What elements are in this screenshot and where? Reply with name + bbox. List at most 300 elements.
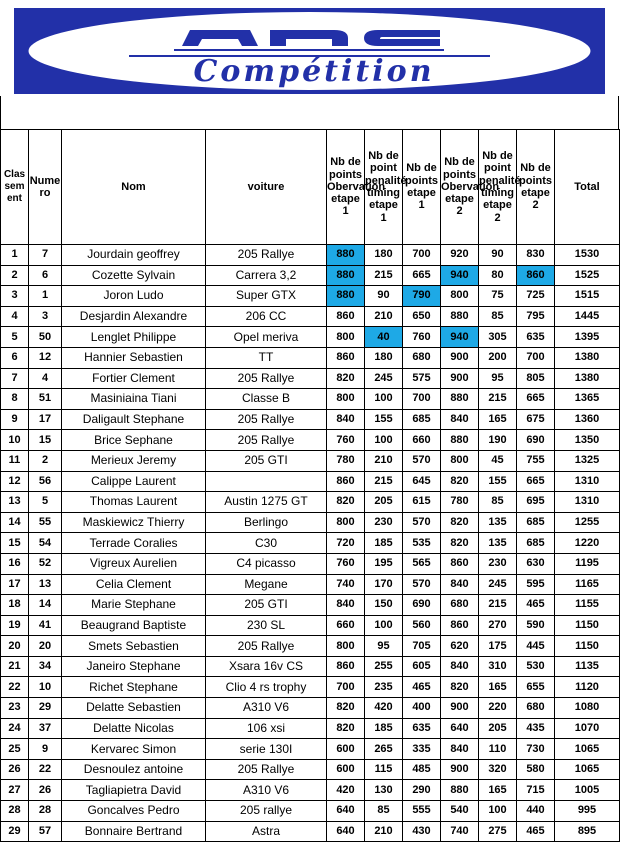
header-spacer-row [0, 96, 619, 129]
cell-points-stage2: 685 [517, 512, 555, 533]
cell-total: 1310 [555, 492, 620, 513]
cell-rank: 10 [1, 430, 29, 451]
cell-obs-stage2: 800 [441, 450, 479, 471]
cell-car: 205 rallye [206, 801, 327, 822]
cell-number: 34 [29, 656, 62, 677]
cell-car: Berlingo [206, 512, 327, 533]
cell-car: 205 Rallye [206, 636, 327, 657]
cell-obs-stage1: 600 [327, 759, 365, 780]
cell-total: 1120 [555, 677, 620, 698]
cell-number: 22 [29, 759, 62, 780]
cell-obs-stage2: 900 [441, 759, 479, 780]
cell-obs-stage1: 880 [327, 265, 365, 286]
cell-obs-stage1: 860 [327, 306, 365, 327]
cell-penalty-stage1: 210 [365, 306, 403, 327]
cell-car: Xsara 16v CS [206, 656, 327, 677]
cell-name: Calippe Laurent [62, 471, 206, 492]
cell-car: 206 CC [206, 306, 327, 327]
cell-obs-stage1: 800 [327, 636, 365, 657]
table-row [1, 327, 620, 348]
cell-car: C30 [206, 533, 327, 554]
table-row [1, 286, 620, 307]
cell-name: Delatte Nicolas [62, 718, 206, 739]
cell-penalty-stage1: 130 [365, 780, 403, 801]
cell-obs-stage1: 640 [327, 821, 365, 842]
cell-penalty-stage2: 75 [479, 286, 517, 307]
cell-rank: 23 [1, 698, 29, 719]
cell-car: 205 Rallye [206, 368, 327, 389]
cell-penalty-stage2: 165 [479, 677, 517, 698]
cell-rank: 29 [1, 821, 29, 842]
cell-penalty-stage1: 255 [365, 656, 403, 677]
table-row [1, 739, 620, 760]
cell-penalty-stage1: 90 [365, 286, 403, 307]
cell-penalty-stage2: 205 [479, 718, 517, 739]
cell-points-stage2: 595 [517, 574, 555, 595]
cell-points-stage1: 760 [403, 327, 441, 348]
cell-obs-stage2: 920 [441, 245, 479, 266]
cell-points-stage2: 665 [517, 471, 555, 492]
cell-rank: 20 [1, 636, 29, 657]
cell-car: 205 Rallye [206, 245, 327, 266]
table-row [1, 615, 620, 636]
cell-obs-stage1: 820 [327, 492, 365, 513]
cell-rank: 3 [1, 286, 29, 307]
cell-name: Janeiro Stephane [62, 656, 206, 677]
cell-points-stage2: 440 [517, 801, 555, 822]
cell-number: 54 [29, 533, 62, 554]
cell-rank: 2 [1, 265, 29, 286]
cell-penalty-stage1: 185 [365, 718, 403, 739]
cell-penalty-stage1: 115 [365, 759, 403, 780]
cell-total: 1080 [555, 698, 620, 719]
cell-penalty-stage1: 85 [365, 801, 403, 822]
cell-number: 56 [29, 471, 62, 492]
cell-total: 1445 [555, 306, 620, 327]
cell-penalty-stage1: 100 [365, 615, 403, 636]
cell-number: 5 [29, 492, 62, 513]
cell-penalty-stage1: 265 [365, 739, 403, 760]
cell-total: 1195 [555, 553, 620, 574]
cell-rank: 13 [1, 492, 29, 513]
cell-points-stage2: 655 [517, 677, 555, 698]
cell-total: 1530 [555, 245, 620, 266]
header-name: Nom [62, 130, 206, 245]
table-row [1, 368, 620, 389]
cell-penalty-stage2: 310 [479, 656, 517, 677]
cell-obs-stage2: 840 [441, 656, 479, 677]
cell-penalty-stage1: 195 [365, 553, 403, 574]
cell-total: 1525 [555, 265, 620, 286]
cell-obs-stage1: 880 [327, 245, 365, 266]
cell-name: Celia Clement [62, 574, 206, 595]
cell-obs-stage2: 620 [441, 636, 479, 657]
cell-total: 1365 [555, 389, 620, 410]
table-row [1, 718, 620, 739]
cell-rank: 18 [1, 595, 29, 616]
cell-rank: 14 [1, 512, 29, 533]
cell-penalty-stage1: 230 [365, 512, 403, 533]
cell-points-stage1: 290 [403, 780, 441, 801]
table-row [1, 780, 620, 801]
cell-total: 1220 [555, 533, 620, 554]
cell-rank: 9 [1, 409, 29, 430]
cell-obs-stage2: 780 [441, 492, 479, 513]
cell-points-stage1: 400 [403, 698, 441, 719]
cell-points-stage1: 705 [403, 636, 441, 657]
cell-name: Jourdain geoffrey [62, 245, 206, 266]
cell-obs-stage1: 840 [327, 595, 365, 616]
cell-obs-stage2: 900 [441, 698, 479, 719]
cell-obs-stage1: 800 [327, 512, 365, 533]
cell-points-stage2: 830 [517, 245, 555, 266]
cell-total: 1325 [555, 450, 620, 471]
cell-points-stage2: 685 [517, 533, 555, 554]
cell-rank: 6 [1, 347, 29, 368]
cell-number: 28 [29, 801, 62, 822]
table-row [1, 574, 620, 595]
cell-car: Megane [206, 574, 327, 595]
cell-penalty-stage1: 150 [365, 595, 403, 616]
cell-points-stage1: 485 [403, 759, 441, 780]
cell-points-stage2: 690 [517, 430, 555, 451]
cell-car: 205 Rallye [206, 759, 327, 780]
cell-obs-stage2: 880 [441, 389, 479, 410]
cell-points-stage2: 680 [517, 698, 555, 719]
table-row [1, 389, 620, 410]
table-row [1, 450, 620, 471]
cell-car: 230 SL [206, 615, 327, 636]
cell-obs-stage2: 820 [441, 533, 479, 554]
cell-points-stage2: 695 [517, 492, 555, 513]
cell-name: Beaugrand Baptiste [62, 615, 206, 636]
cell-name: Delatte Sebastien [62, 698, 206, 719]
header-points-stage1: Nb de points etape 1 [403, 130, 441, 245]
cell-penalty-stage1: 180 [365, 347, 403, 368]
cell-name: Terrade Coralies [62, 533, 206, 554]
cell-points-stage2: 580 [517, 759, 555, 780]
cell-car: A310 V6 [206, 780, 327, 801]
cell-penalty-stage2: 45 [479, 450, 517, 471]
cell-total: 1165 [555, 574, 620, 595]
cell-total: 1515 [555, 286, 620, 307]
cell-points-stage1: 790 [403, 286, 441, 307]
cell-penalty-stage1: 100 [365, 430, 403, 451]
cell-total: 895 [555, 821, 620, 842]
cell-penalty-stage2: 245 [479, 574, 517, 595]
cell-obs-stage1: 820 [327, 368, 365, 389]
table-row [1, 347, 620, 368]
cell-number: 52 [29, 553, 62, 574]
cell-name: Goncalves Pedro [62, 801, 206, 822]
cell-penalty-stage2: 200 [479, 347, 517, 368]
cell-car: 205 GTI [206, 450, 327, 471]
cell-car: Clio 4 rs trophy [206, 677, 327, 698]
cell-points-stage1: 430 [403, 821, 441, 842]
cell-total: 1395 [555, 327, 620, 348]
cell-obs-stage1: 740 [327, 574, 365, 595]
cell-car: TT [206, 347, 327, 368]
cell-points-stage1: 685 [403, 409, 441, 430]
cell-rank: 22 [1, 677, 29, 698]
cell-points-stage1: 700 [403, 389, 441, 410]
cell-name: Tagliapietra David [62, 780, 206, 801]
cell-points-stage1: 570 [403, 574, 441, 595]
cell-obs-stage2: 940 [441, 265, 479, 286]
table-row [1, 471, 620, 492]
cell-points-stage2: 665 [517, 389, 555, 410]
cell-points-stage1: 570 [403, 512, 441, 533]
cell-rank: 15 [1, 533, 29, 554]
cell-obs-stage2: 640 [441, 718, 479, 739]
cell-points-stage2: 445 [517, 636, 555, 657]
cell-points-stage1: 465 [403, 677, 441, 698]
header-points-stage2: Nb de points etape 2 [517, 130, 555, 245]
cell-total: 1360 [555, 409, 620, 430]
cell-car: Super GTX [206, 286, 327, 307]
table-row [1, 595, 620, 616]
cell-points-stage2: 630 [517, 553, 555, 574]
cell-obs-stage1: 640 [327, 801, 365, 822]
cell-number: 14 [29, 595, 62, 616]
cell-obs-stage2: 840 [441, 409, 479, 430]
cell-car: 205 Rallye [206, 430, 327, 451]
header-obs-stage2: Nb de points Obervation etape 2 [441, 130, 479, 245]
cell-penalty-stage1: 215 [365, 265, 403, 286]
cell-points-stage2: 860 [517, 265, 555, 286]
cell-penalty-stage1: 235 [365, 677, 403, 698]
cell-car: Astra [206, 821, 327, 842]
cell-rank: 21 [1, 656, 29, 677]
cell-number: 57 [29, 821, 62, 842]
cell-obs-stage2: 820 [441, 677, 479, 698]
cell-rank: 28 [1, 801, 29, 822]
table-row [1, 533, 620, 554]
cell-penalty-stage2: 305 [479, 327, 517, 348]
cell-penalty-stage2: 215 [479, 595, 517, 616]
cell-penalty-stage2: 100 [479, 801, 517, 822]
header-penalty-stage1: Nb de point penalité timing etape 1 [365, 130, 403, 245]
cell-penalty-stage2: 230 [479, 553, 517, 574]
cell-name: Bonnaire Bertrand [62, 821, 206, 842]
cell-number: 51 [29, 389, 62, 410]
cell-penalty-stage2: 270 [479, 615, 517, 636]
cell-name: Daligault Stephane [62, 409, 206, 430]
cell-obs-stage1: 700 [327, 677, 365, 698]
cell-number: 29 [29, 698, 62, 719]
cell-obs-stage1: 800 [327, 389, 365, 410]
cell-points-stage1: 335 [403, 739, 441, 760]
cell-points-stage2: 675 [517, 409, 555, 430]
table-row [1, 698, 620, 719]
cell-name: Desnoulez antoine [62, 759, 206, 780]
cell-points-stage1: 650 [403, 306, 441, 327]
cell-total: 1380 [555, 368, 620, 389]
cell-penalty-stage2: 110 [479, 739, 517, 760]
cell-total: 1155 [555, 595, 620, 616]
cell-name: Richet Stephane [62, 677, 206, 698]
header-rank: Clas sem ent [1, 130, 29, 245]
cell-penalty-stage2: 165 [479, 409, 517, 430]
cell-points-stage1: 680 [403, 347, 441, 368]
logo-subtitle: Compétition [193, 54, 435, 89]
cell-penalty-stage1: 210 [365, 450, 403, 471]
cell-number: 1 [29, 286, 62, 307]
table-row [1, 656, 620, 677]
cell-obs-stage2: 840 [441, 739, 479, 760]
cell-penalty-stage2: 80 [479, 265, 517, 286]
cell-points-stage2: 465 [517, 821, 555, 842]
cell-total: 1150 [555, 615, 620, 636]
cell-obs-stage2: 540 [441, 801, 479, 822]
cell-car [206, 471, 327, 492]
cell-car: A310 V6 [206, 698, 327, 719]
cell-points-stage2: 465 [517, 595, 555, 616]
header-car: voiture [206, 130, 327, 245]
cell-total: 1070 [555, 718, 620, 739]
cell-rank: 12 [1, 471, 29, 492]
cell-penalty-stage1: 205 [365, 492, 403, 513]
cell-points-stage1: 645 [403, 471, 441, 492]
cell-obs-stage1: 800 [327, 327, 365, 348]
cell-penalty-stage2: 165 [479, 780, 517, 801]
cell-points-stage1: 660 [403, 430, 441, 451]
cell-total: 1135 [555, 656, 620, 677]
cell-total: 1005 [555, 780, 620, 801]
cell-points-stage2: 805 [517, 368, 555, 389]
table-row [1, 409, 620, 430]
cell-penalty-stage2: 90 [479, 245, 517, 266]
cell-obs-stage2: 680 [441, 595, 479, 616]
cell-rank: 19 [1, 615, 29, 636]
cell-obs-stage2: 880 [441, 430, 479, 451]
header-penalty-stage2: Nb de point penalité timing etape 2 [479, 130, 517, 245]
cell-penalty-stage1: 95 [365, 636, 403, 657]
table-row [1, 636, 620, 657]
cell-penalty-stage1: 170 [365, 574, 403, 595]
cell-number: 26 [29, 780, 62, 801]
cell-points-stage1: 665 [403, 265, 441, 286]
cell-obs-stage2: 900 [441, 368, 479, 389]
cell-name: Maskiewicz Thierry [62, 512, 206, 533]
cell-name: Vigreux Aurelien [62, 553, 206, 574]
cell-total: 1350 [555, 430, 620, 451]
cell-name: Cozette Sylvain [62, 265, 206, 286]
cell-penalty-stage1: 420 [365, 698, 403, 719]
cell-points-stage1: 575 [403, 368, 441, 389]
cell-car: C4 picasso [206, 553, 327, 574]
table-row [1, 677, 620, 698]
cell-obs-stage2: 820 [441, 471, 479, 492]
cell-obs-stage1: 600 [327, 739, 365, 760]
cell-penalty-stage1: 100 [365, 389, 403, 410]
cell-penalty-stage2: 215 [479, 389, 517, 410]
cell-penalty-stage2: 85 [479, 306, 517, 327]
table-row [1, 821, 620, 842]
cell-points-stage1: 615 [403, 492, 441, 513]
cell-obs-stage1: 720 [327, 533, 365, 554]
cell-number: 41 [29, 615, 62, 636]
cell-points-stage1: 565 [403, 553, 441, 574]
cell-rank: 7 [1, 368, 29, 389]
cell-penalty-stage2: 155 [479, 471, 517, 492]
cell-number: 4 [29, 368, 62, 389]
cell-obs-stage2: 840 [441, 574, 479, 595]
cell-name: Merieux Jeremy [62, 450, 206, 471]
cell-number: 20 [29, 636, 62, 657]
cell-car: serie 130I [206, 739, 327, 760]
cell-obs-stage2: 740 [441, 821, 479, 842]
cell-number: 10 [29, 677, 62, 698]
cell-penalty-stage2: 190 [479, 430, 517, 451]
cell-number: 2 [29, 450, 62, 471]
cell-points-stage1: 560 [403, 615, 441, 636]
cell-car: Austin 1275 GT [206, 492, 327, 513]
cell-total: 1150 [555, 636, 620, 657]
cell-penalty-stage2: 95 [479, 368, 517, 389]
cell-penalty-stage1: 40 [365, 327, 403, 348]
cell-name: Masiniaina Tiani [62, 389, 206, 410]
cell-obs-stage1: 880 [327, 286, 365, 307]
cell-total: 1380 [555, 347, 620, 368]
cell-car: Classe B [206, 389, 327, 410]
cell-rank: 5 [1, 327, 29, 348]
table-header-row [1, 130, 620, 245]
anc-competition-logo [14, 8, 605, 94]
cell-rank: 4 [1, 306, 29, 327]
cell-penalty-stage1: 185 [365, 533, 403, 554]
cell-car: 106 xsi [206, 718, 327, 739]
cell-points-stage2: 755 [517, 450, 555, 471]
cell-penalty-stage1: 215 [365, 471, 403, 492]
cell-name: Marie Stephane [62, 595, 206, 616]
header-obs-stage1: Nb de points Obervation etape 1 [327, 130, 365, 245]
cell-rank: 8 [1, 389, 29, 410]
cell-rank: 11 [1, 450, 29, 471]
cell-number: 15 [29, 430, 62, 451]
cell-obs-stage2: 800 [441, 286, 479, 307]
cell-car: 205 GTI [206, 595, 327, 616]
cell-rank: 24 [1, 718, 29, 739]
cell-obs-stage1: 860 [327, 656, 365, 677]
cell-name: Kervarec Simon [62, 739, 206, 760]
cell-rank: 1 [1, 245, 29, 266]
cell-points-stage2: 635 [517, 327, 555, 348]
cell-name: Joron Ludo [62, 286, 206, 307]
table-row [1, 553, 620, 574]
cell-total: 1065 [555, 739, 620, 760]
header-number: Nume ro [29, 130, 62, 245]
cell-points-stage1: 570 [403, 450, 441, 471]
cell-name: Hannier Sebastien [62, 347, 206, 368]
cell-penalty-stage2: 135 [479, 533, 517, 554]
cell-points-stage1: 605 [403, 656, 441, 677]
header-total: Total [555, 130, 620, 245]
cell-car: Carrera 3,2 [206, 265, 327, 286]
cell-points-stage2: 435 [517, 718, 555, 739]
cell-penalty-stage1: 155 [365, 409, 403, 430]
cell-obs-stage1: 860 [327, 347, 365, 368]
cell-obs-stage1: 760 [327, 553, 365, 574]
cell-penalty-stage2: 85 [479, 492, 517, 513]
cell-obs-stage1: 760 [327, 430, 365, 451]
cell-name: Lenglet Philippe [62, 327, 206, 348]
results-table [0, 129, 620, 842]
table-row [1, 245, 620, 266]
cell-penalty-stage2: 320 [479, 759, 517, 780]
cell-obs-stage2: 880 [441, 306, 479, 327]
cell-points-stage2: 715 [517, 780, 555, 801]
